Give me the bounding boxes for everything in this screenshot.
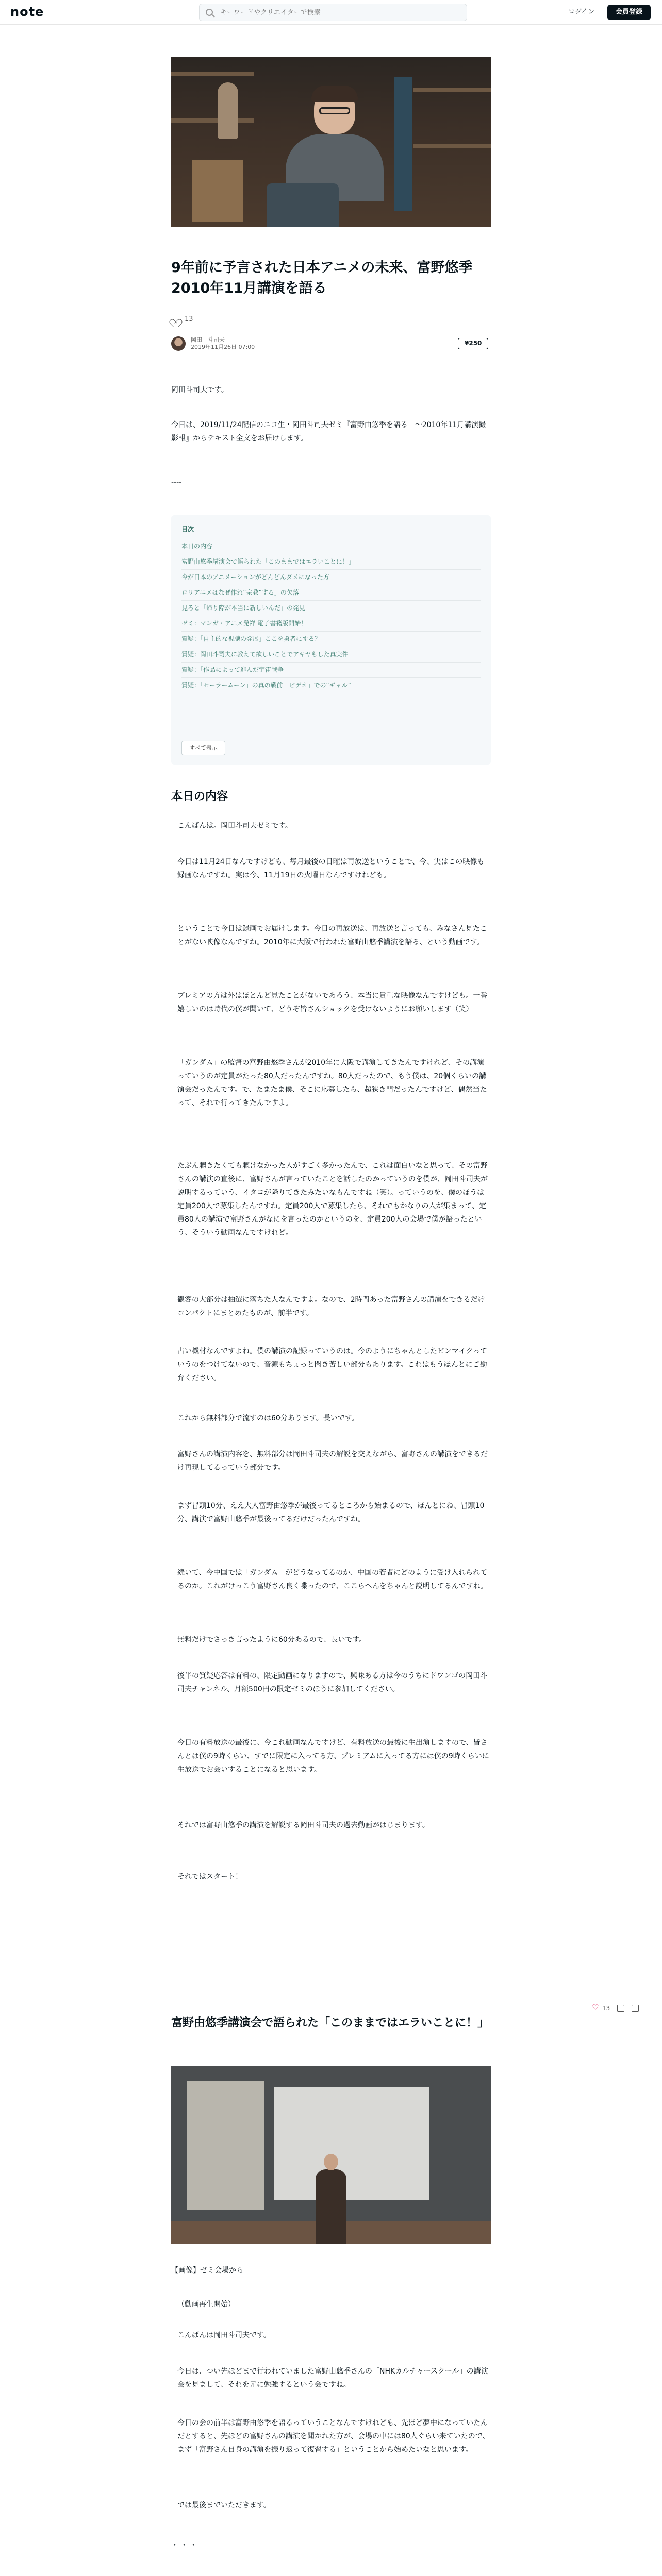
heart-icon <box>171 316 179 323</box>
floating-like-count: 13 <box>602 2005 610 2012</box>
body-paragraph: 今日の有料放送の最後に、今これ動画なんですけど、有料放送の最後に生出演しますので、皆さんとは僕の9時くらい、すでに限定に入ってる方、プレミアムに入ってる方には僕の9時くらいに生放送でお会いすることになると思います。 <box>177 1739 489 1774</box>
body-paragraph: 無料だけでさっき言ったように60分あるので、長いです。 <box>177 1636 367 1644</box>
body-paragraph: それではスタート！ <box>177 1873 242 1881</box>
body-paragraph: 富野さんの講演内容を、無料部分は岡田斗司夫の解説を交えながら、富野さんの講演をできるだけ再現してるっていう部分です。 <box>177 1450 488 1472</box>
like-counter[interactable] <box>171 315 193 323</box>
body-paragraph: こんばんは。岡田斗司夫ゼミです。 <box>177 822 292 830</box>
body-paragraph: これから無料部分で流すのは60分あります。長いです。 <box>177 1414 359 1422</box>
author-avatar[interactable] <box>171 336 186 351</box>
price-badge[interactable]: ¥250 <box>458 338 488 349</box>
toc-label: 目次 <box>181 526 194 533</box>
body-paragraph: 古い機材なんですよね。僕の講演の記録っていうのは。今のようにちゃんとしたピンマイクっていうのをつけてないので、音源もちょっと聞き苦しい部分もあります。これはもうほんとにご勘弁ください。 <box>177 1347 487 1382</box>
top-bar <box>0 0 662 25</box>
body-paragraph: では最後までいただきます。 <box>177 2501 271 2510</box>
toc-item[interactable]: ロリアニメはなぜ作れ“宗教”する」の欠落 <box>181 585 481 601</box>
toc-item[interactable]: 今が日本のアニメーションがどんどんダメになった方 <box>181 570 481 585</box>
toc-item[interactable]: 富野由悠季講演会で語られた「このままではエラいことに！」 <box>181 554 481 570</box>
body-paragraph: それでは富野由悠季の講演を解説する岡田斗司夫の過去動画がはじまります。 <box>177 1821 429 1829</box>
article-title: 9年前に予言された日本アニメの未来、富野悠季2010年11月講演を語る <box>171 260 473 296</box>
toc-item[interactable]: 質疑：「作品によって進んだ宇宙戦争 <box>181 663 481 678</box>
more-options-icon[interactable] <box>632 2005 639 2012</box>
intro-paragraph: 岡田斗司夫です。 <box>171 386 228 394</box>
like-heart-icon[interactable] <box>592 2005 599 2011</box>
body-paragraph: 後半の質疑応答は有料の、限定動画になりますので、興味ある方は今のうちにドワンゴの岡田斗司夫チャンネル、月額500円の限定ゼミのほうに参加してください。 <box>177 1672 488 1693</box>
login-button[interactable]: ログイン <box>568 8 595 16</box>
table-of-contents <box>171 515 491 765</box>
hero-image <box>171 57 491 227</box>
note-logo[interactable]: note <box>10 5 44 19</box>
post-date: 2019年11月26日 07:00 <box>191 344 255 350</box>
author-info[interactable] <box>171 336 255 351</box>
search-icon <box>206 9 213 16</box>
intro-separator: ---- <box>171 479 182 487</box>
toc-item[interactable]: 見ろと「帰り際が本当に新しいんだ」の発見 <box>181 601 481 616</box>
toc-item[interactable]: ゼミ：マンガ・アニメ発祥 電子書籍版開始！ <box>181 616 481 632</box>
body-paragraph: まず冒頭10分、ええ大人富野由悠季が最後ってるところから始まるので、ほんとにね、冒頭10分、講演で富野由悠季が最後ってるだけだったんですね。 <box>177 1502 485 1523</box>
body-paragraph <box>171 2574 491 2576</box>
body-paragraph: 今日は、つい先ほどまで行われていました富野由悠季さんの「NHKカルチャースクール」の講演会を見まして、それを元に勉強するという会ですね。 <box>177 2367 488 2389</box>
intro-paragraph: 今日は、2019/11/24配信のニコ生・岡田斗司夫ゼミ『富野由悠季を語る 〜2010年11月講演撮影報』からテキスト全文をお届けします。 <box>171 421 486 443</box>
section-separator: ・・・ <box>171 2541 199 2550</box>
section-heading: 富野由悠季講演会で語られた「このままではエラいことに！」 <box>171 2016 489 2029</box>
seminar-photo <box>171 2066 491 2244</box>
body-paragraph: ということで今日は録画でお届けします。今日の再放送は、再放送と言っても、みなさん見たことがない映像なんですね。2010年に大阪で行われた富野由悠季講演を語る、という動画です。 <box>177 925 487 946</box>
body-paragraph: 今日は11月24日なんですけども、毎月最後の日曜は再放送ということで、今、実はこの映像も録画なんですね。実は今、11月19日の火曜日なんですけれども。 <box>177 858 485 879</box>
body-paragraph: こんばんは岡田斗司夫です。 <box>177 2331 271 2340</box>
body-paragraph: 今日の会の前半は富野由悠季を語るっていうことなんですけれども、先ほど夢中になっていたんだとすると、先ほどの富野さんの講演を聞かれた方が、会場の中には80人ぐらい来ていたので、まず「富野さん自身の講演を振り返って復習する」ということから始めたいなと思います。 <box>177 2419 490 2454</box>
section-heading: 本日の内容 <box>171 790 228 803</box>
toc-item[interactable]: 質疑：「セーラームーン」の真の戦前「ビデオ」での“ギャル” <box>181 678 481 693</box>
toc-item[interactable]: 質疑：岡田斗司夫に教えて欲しいことでアキヤもした真実件 <box>181 647 481 663</box>
body-paragraph: 続いて、今中国では「ガンダム」がどうなってるのか、中国の若者にどのように受け入れられてるのか。これがけっこう富野さん良く喋ったので、ここらへんをちゃんと説明してるんですね。 <box>177 1569 488 1590</box>
author-name[interactable]: 岡田 斗司夫 <box>191 336 225 343</box>
body-paragraph: （動画再生開始） <box>177 2300 235 2309</box>
photo-caption: 【画像】ゼミ会場から <box>171 2266 243 2275</box>
like-count: 13 <box>185 315 193 323</box>
toc-item[interactable]: 質疑：「自主的な視聴の発展」ここを勇者にする？ <box>181 632 481 647</box>
floating-action-bar <box>592 2002 639 2014</box>
body-paragraph: たぶん聴きたくても聴けなかった人がすごく多かったんで、これは面白いなと思って、その富野さんの講演の直後に、富野さんが言っていたことを話したのかっていうのを僕が、岡田斗司夫が説明するっていう、イタコが降りてきたみたいなもんですね（笑）。っていうのを、僕のほうは定員200人で募集したんですね。定員200人で募集したら、それでもかなりの人が集まって、定員80人の講演で富野さんがなにを言ったのかというのを、定員200人の会場で僕が語ったという、そういう動画なんですけれど。 <box>177 1162 488 1237</box>
signup-button[interactable]: 会員登録 <box>607 5 651 20</box>
body-paragraph: 「ガンダム」の監督の富野由悠季さんが2010年に大阪で講演してきたんですけれど、その講演っていうのが定員がたった80人だったんですね。80人だったので、もう僕は、20個くらいの講演会だったんです。で、たまたま僕、そこに応募したら、超狭き門だったんですけど、偶然当たって、それで行ってきたんですよ。 <box>177 1059 487 1107</box>
search-input[interactable] <box>220 9 457 16</box>
search-box[interactable] <box>199 4 467 21</box>
body-paragraph: 観客の大部分は抽選に落ちた人なんですよ。なので、2時間あった富野さんの講演をできるだけコンパクトにまとめたものが、前半です。 <box>177 1296 485 1317</box>
toc-show-all-button[interactable]: すべて表示 <box>181 741 225 755</box>
toc-item[interactable]: 本日の内容 <box>181 539 481 554</box>
share-icon[interactable] <box>617 2005 624 2012</box>
body-paragraph: プレミアの方は外はほとんど見たことがないであろう、本当に貴重な映像なんですけども。一番嬉しいのは時代の僕が聞いて、どうぞ皆さんショックを受けないようにお願いします（笑） <box>177 992 488 1013</box>
